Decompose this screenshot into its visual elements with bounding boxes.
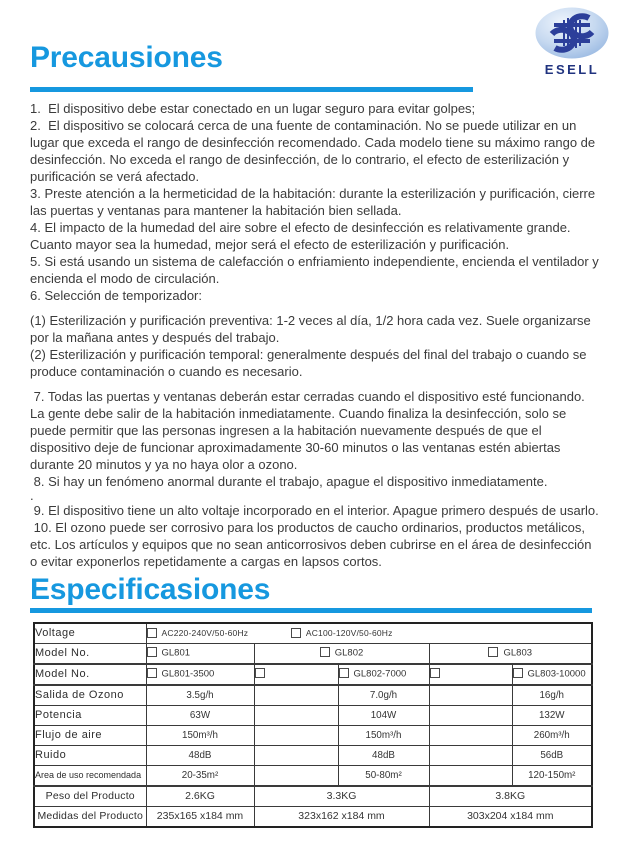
precautions-divider [30,87,473,92]
precaution-item-6: 6. Selección de temporizador: [30,287,202,303]
model-gl802-cell [254,643,429,664]
unlabeled-checkbox-cell-2 [429,664,512,685]
esell-logo [531,6,613,77]
empty-cell [254,725,338,745]
precautions-text [30,100,602,570]
specs-divider [30,608,592,613]
empty-cell [429,765,512,786]
power-gl803: 132W [512,705,592,725]
empty-cell [254,685,338,706]
table-row-weight [34,786,592,807]
airflow-gl803: 260m³/h [512,725,592,745]
brand-name: ESELL [544,62,600,77]
area-gl803: 120-150m² [512,765,592,786]
power-gl802: 104W [338,705,429,725]
voltage-option-ac220-label: AC220-240V/50-60Hz [161,628,249,639]
empty-cell [429,725,512,745]
table-row-ozone-output [34,685,592,706]
area-gl802: 50-80m² [338,765,429,786]
checkbox-icon-gl803[interactable] [488,647,498,657]
table-row-dimensions [34,806,592,827]
checkbox-icon-ac220[interactable] [147,628,157,638]
weight-gl801: 2.6KG [146,786,254,807]
row-label-power: Potencia [34,705,146,725]
ozone-output-gl801: 3.5g/h [146,685,254,706]
checkbox-icon-unlabeled-1[interactable] [255,668,265,678]
specs-title: Especificasiones [30,572,271,606]
noise-gl801: 48dB [146,745,254,765]
row-label-model-variants: Model No. [34,664,146,685]
airflow-gl801: 150m³/h [146,725,254,745]
table-row-power [34,705,592,725]
precaution-item-3: 3. Preste atención a la hermeticidad de la habitación: durante la esterilización y purificación, cierre las puertas y ventanas para mantener la habitación bien sellada. [30,185,599,218]
empty-cell [254,765,338,786]
checkbox-icon-gl803-10000[interactable] [513,668,523,678]
precaution-item-8: 8. Si hay un fenómeno anormal durante el trabajo, apague el dispositivo inmediatamente. [30,473,548,489]
precaution-item-2: 2. El dispositivo se colocará cerca de una fuente de contaminación. No se puede utilizar en un lugar que exceda el rango de desinfección recomendado. Cada modelo tiene su máximo rango de desinfección. No exceda el rango de desinfección, de lo contrario, el efecto de esterilización y purificación se verá afectado. [30,117,599,184]
model-gl803-10000-cell [512,664,592,685]
stray-period: . [30,487,34,503]
checkbox-icon-ac100[interactable] [291,628,301,638]
row-label-voltage: Voltage [34,623,146,644]
voltage-option-ac100 [291,628,393,638]
checkbox-icon-gl802[interactable] [320,647,330,657]
row-label-noise: Ruido [34,745,146,765]
model-gl802-7000-cell [338,664,429,685]
ozone-output-gl803: 16g/h [512,685,592,706]
checkbox-icon-gl801-3500[interactable] [147,668,157,678]
area-gl801: 20-35m² [146,765,254,786]
empty-cell [254,705,338,725]
table-row-noise [34,745,592,765]
row-label-dimensions: Medidas del Producto [34,806,146,827]
checkbox-icon-unlabeled-2[interactable] [430,668,440,678]
precaution-item-6-1: (1) Esterilización y purificación preventiva: 1-2 veces al día, 1/2 hora cada vez. Suele organizarse por la mañana antes y después del trabajo. [30,312,595,345]
model-gl801-3500-label: GL801-3500 [161,668,215,680]
empty-cell [429,705,512,725]
voltage-option-ac100-label: AC100-120V/50-60Hz [305,628,393,639]
power-gl801: 63W [146,705,254,725]
unlabeled-checkbox-cell-1 [254,664,338,685]
ozone-output-gl802: 7.0g/h [338,685,429,706]
weight-gl803: 3.8KG [429,786,592,807]
empty-cell [429,745,512,765]
precaution-item-10: 10. El ozono puede ser corrosivo para los productos de caucho ordinarios, productos metálicos, etc. Los artículos y equipos que no sean anticorrosivos deben cubrirse en el área de desinfección o evitar exponerlos repetidamente a cargas en lapsos cortos. [30,519,596,569]
table-row-airflow [34,725,592,745]
precaution-item-5: 5. Si está usando un sistema de calefacción o enfriamiento independiente, encienda el ventilador y encienda el modo de circulación. [30,253,603,286]
row-label-model-series: Model No. [34,643,146,664]
dimensions-gl801: 235x165 x184 mm [146,806,254,827]
voltage-option-ac220 [147,628,249,638]
table-row-voltage [34,623,592,644]
row-label-airflow: Flujo de aire [34,725,146,745]
model-gl802-7000-label: GL802-7000 [353,668,407,680]
checkbox-icon-gl802-7000[interactable] [339,668,349,678]
row-label-recommended-area: Area de uso recomendada [34,765,146,786]
empty-cell [429,685,512,706]
checkbox-icon-gl801[interactable] [147,647,157,657]
empty-cell [254,745,338,765]
model-gl803-cell [429,643,592,664]
table-row-model-series [34,643,592,664]
precaution-item-4: 4. El impacto de la humedad del aire sobre el efecto de desinfección es relativamente grande. Cuanto mayor sea la humedad, mejor será el efecto de esterilización y purificación. [30,219,575,252]
table-row-model-variants [34,664,592,685]
airflow-gl802: 150m³/h [338,725,429,745]
precaution-item-7: 7. Todas las puertas y ventanas deberán estar cerradas cuando el dispositivo esté funcionando. La gente debe salir de la habitación inmediatamente. Cuando finaliza la desinfección, solo se puede permitir que las personas ingresen a la habitación nuevamente después de que el dispositivo deje de funcionar aproximadamente 30-60 minutos o las ventanas estén abiertas durante 20 minutos y ya no haya olor a ozono. [30,388,589,472]
model-gl802-label: GL802 [334,647,364,659]
esell-logo-icon [533,6,611,61]
precautions-title: Precausiones [30,41,223,74]
dimensions-gl803: 303x204 x184 mm [429,806,592,827]
precaution-item-6-2: (2) Esterilización y purificación temporal: generalmente después del final del trabajo o cuando se produce contaminación o cuando es necesario. [30,346,591,379]
specs-table [33,622,593,828]
table-row-recommended-area [34,765,592,786]
row-label-weight: Peso del Producto [34,786,146,807]
model-gl801-3500-cell [146,664,254,685]
model-gl801-label: GL801 [161,647,191,659]
voltage-options-cell [146,623,592,644]
precaution-item-9: 9. El dispositivo tiene un alto voltaje incorporado en el interior. Apague primero después de usarlo. [30,502,599,518]
row-label-ozone-output: Salida de Ozono [34,685,146,706]
dimensions-gl802: 323x162 x184 mm [254,806,429,827]
model-gl803-label: GL803 [503,647,533,659]
precaution-item-1: 1. El dispositivo debe estar conectado en un lugar seguro para evitar golpes; [30,100,476,116]
weight-gl802: 3.3KG [254,786,429,807]
model-gl803-10000-label: GL803-10000 [527,668,586,680]
model-gl801-cell [146,643,254,664]
noise-gl803: 56dB [512,745,592,765]
noise-gl802: 48dB [338,745,429,765]
